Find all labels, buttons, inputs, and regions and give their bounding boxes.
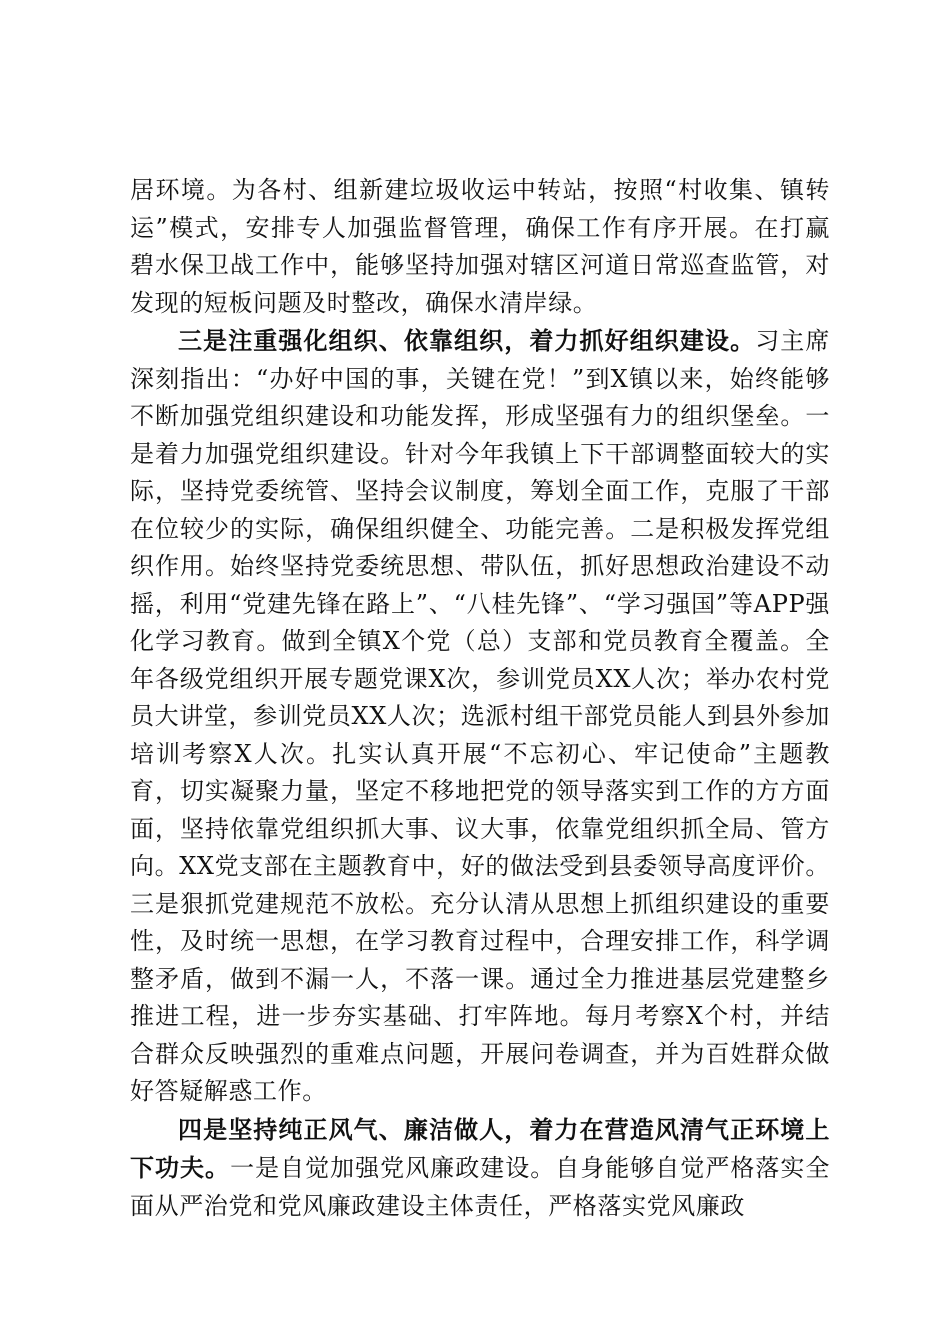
document-body (130, 172, 830, 1225)
paragraph-2-heading: 三是注重强化组织、依靠组织，着力抓好组织建设。 (178, 326, 756, 355)
paragraph-1-body: 居环境。为各村、组新建垃圾收运中转站，按照“村收集、镇转运”模式，安排专人加强监督管理，确保工作有序开展。在打赢碧水保卫战工作中，能够坚持加强对辖区河道日常巡查监管，对发现的短板问题及时整改，确保水清岸绿。 (130, 176, 830, 317)
paragraph-1 (130, 172, 830, 322)
paragraph-3-body: 一是自觉加强党风廉政建设。自身能够自觉严格落实全面从严治党和党风廉政建设主体责任，严格落实党风廉政 (130, 1154, 830, 1220)
paragraph-2 (130, 322, 830, 1111)
paragraph-2-body: 习主席深刻指出：“办好中国的事，关键在党！”到X镇以来，始终能够不断加强党组织建设和功能发挥，形成坚强有力的组织堡垒。一是着力加强党组织建设。针对今年我镇上下干部调整面较大的实际，坚持党委统管、坚持会议制度，筹划全面工作，克服了干部在位较少的实际，确保组织健全、功能完善。二是积极发挥党组织作用。始终坚持党委统思想、带队伍，抓好思想政治建设不动摇，利用“党建先锋在路上”、“八桂先锋”、“学习强国”等APP强化学习教育。做到全镇X个党（总）支部和党员教育全覆盖。全年各级党组织开展专题党课X次，参训党员XX人次；举办农村党员大讲堂，参训党员XX人次；选派村组干部党员能人到县外参加培训考察X人次。扎实认真开展“不忘初心、牢记使命”主题教育，切实凝聚力量，坚定不移地把党的领导落实到工作的方方面面，坚持依靠党组织抓大事、议大事，依靠党组织抓全局、管方向。XX党支部在主题教育中，好的做法受到县委领导高度评价。三是狠抓党建规范不放松。充分认清从思想上抓组织建设的重要性，及时统一思想，在学习教育过程中，合理安排工作，科学调整矛盾，做到不漏一人，不落一课。通过全力推进基层党建整乡推进工程，进一步夯实基础、打牢阵地。每月考察X个村，并结合群众反映强烈的重难点问题，开展问卷调查，并为百姓群众做好答疑解惑工作。 (130, 327, 830, 1105)
paragraph-3 (130, 1111, 830, 1226)
paragraph-3-heading: 四是坚持纯正风气、廉洁做人，着力在营造风清气正环境上下功夫。 (130, 1114, 830, 1182)
